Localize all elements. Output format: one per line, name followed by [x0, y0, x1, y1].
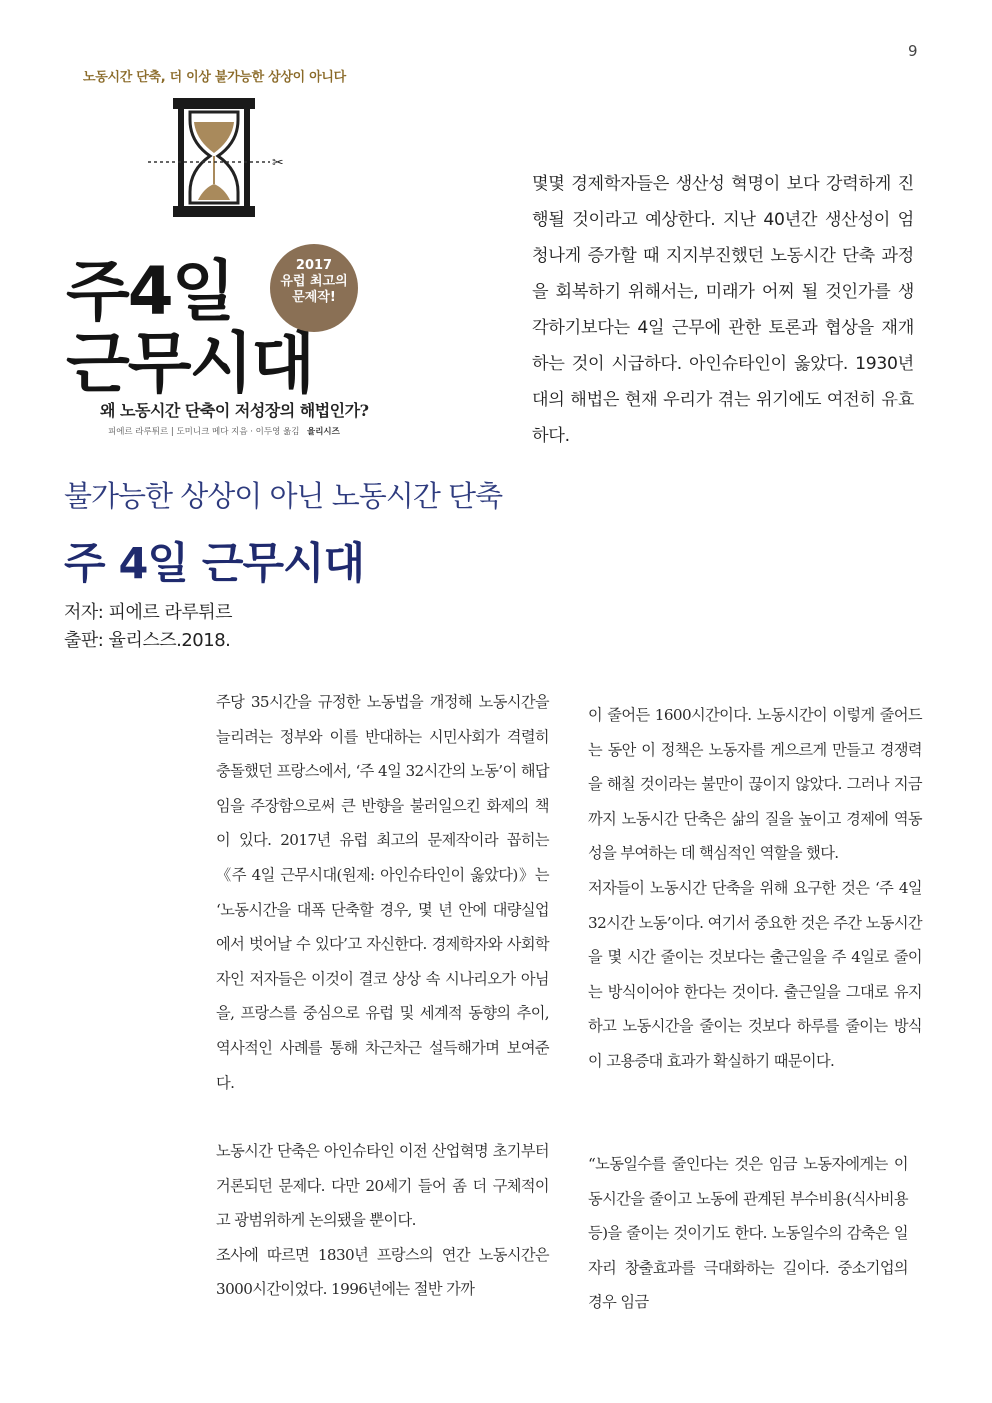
badge-line: 2017 — [295, 258, 333, 273]
tagline: 노동시간 단축, 더 이상 불가능한 상상이 아니다 — [83, 70, 346, 85]
body-paragraph: 주당 35시간을 규정한 노동법을 개정해 노동시간을 늘리려는 정부와 이를 반대하는 시민사회가 격렬히 충돌했던 프랑스에서, ‘주 4일 32시간의 노동’이 해답임을 주장함으로써 큰 반향을 불러일으킨 화제의 책이 있다. 2017년 유럽 최고의 문제작이라 꼽히는 《주 4일 근무시대(원제: 아인슈타인이 옳았다)》는 ‘노동시간을 대폭 단축할 경우, 몇 년 안에 대량실업에서 벗어날 수 있다’고 자신한다. 경제학자와 사회학자인 저자들은 이것이 결코 상상 속 시나리오가 아님을, 프랑스를 중심으로 유럽 및 세계적 동향의 추이, 역사적인 사례를 통해 차근차근 설득해가며 보여준다. — [216, 693, 549, 1092]
hourglass-icon — [138, 96, 288, 221]
right-column-quote — [588, 1147, 908, 1320]
cover-title-line2: 근무시대 — [66, 325, 314, 402]
section-heading: 주 4일 근무시대 — [64, 539, 365, 589]
right-column-block1 — [588, 698, 922, 1079]
left-column-block1 — [216, 685, 549, 1100]
intro-paragraph — [532, 166, 914, 454]
publisher-line: 출판: 율리스즈.2018. — [64, 630, 231, 651]
cover-authors: 피에르 라루튀르 | 도미니크 메다 지음 · 이두영 옮김 — [108, 427, 300, 437]
cover-title-line1: 주4일 — [66, 253, 234, 330]
badge-line: 유럽 최고의 — [280, 274, 348, 289]
badge-line: 문제작! — [292, 290, 336, 305]
body-paragraph: 노동시간 단축은 아인슈타인 이전 산업혁명 초기부터 거론되던 문제다. 다만 20세기 들어 좀 더 구체적이고 광범위하게 논의됐을 뿐이다. — [216, 1142, 549, 1230]
section-subheading: 불가능한 상상이 아닌 노동시간 단축 — [64, 479, 503, 513]
quote-paragraph: “노동일수를 줄인다는 것은 임금 노동자에게는 이동시간을 줄이고 노동에 관계된 부수비용(식사비용 등)을 줄이는 것이기도 한다. 노동일수의 감축은 일자리 창출효과를 극대화하는 길이다. 중소기업의 경우 임금 — [588, 1155, 908, 1312]
cover-publisher: 율리시즈 — [307, 427, 340, 437]
author-line: 저자: 피에르 라루튀르 — [64, 602, 232, 623]
intro-text: 몇몇 경제학자들은 생산성 혁명이 보다 강력하게 진행될 것이라고 예상한다. 지난 40년간 생산성이 엄청나게 증가할 때 지지부진했던 노동시간 단축 과정을 회복하기 위해서는, 미래가 어찌 될 것인가를 생각하기보다는 4일 근무에 관한 토론과 협상을 재개하는 것이 시급하다. 아인슈타인이 옳았다. 1930년대의 해법은 현재 우리가 겪는 위기에도 여전히 유효하다. — [532, 174, 914, 446]
cover-subtitle: 왜 노동시간 단축이 저성장의 해법인가? — [100, 401, 369, 420]
svg-text:✂: ✂ — [272, 155, 284, 171]
body-paragraph: 이 줄어든 1600시간이다. 노동시간이 이렇게 줄어드는 동안 이 정책은 노동자를 게으르게 만들고 경쟁력을 해칠 것이라는 불만이 끊이지 않았다. 그러나 지금까지 노동시간 단축은 삶의 질을 높이고 경제에 역동성을 부여하는 데 핵심적인 역할을 했다. — [588, 706, 922, 863]
body-paragraph: 조사에 따르면 1830년 프랑스의 연간 노동시간은 3000시간이었다. 1996년에는 절반 가까 — [216, 1245, 549, 1299]
award-badge — [270, 244, 358, 332]
left-column-block2 — [216, 1134, 549, 1307]
page-number: 9 — [908, 42, 918, 60]
book-cover-image — [0, 0, 370, 450]
body-paragraph: 저자들이 노동시간 단축을 위해 요구한 것은 ‘주 4일 32시간 노동’이다. 여기서 중요한 것은 주간 노동시간을 몇 시간 줄이는 것보다는 출근일을 주 4일로 줄이는 방식이어야 한다는 것이다. 출근일을 그대로 유지하고 노동시간을 줄이는 것보다 하루를 줄이는 방식이 고용증대 효과가 확실하기 때문이다. — [588, 878, 922, 1070]
